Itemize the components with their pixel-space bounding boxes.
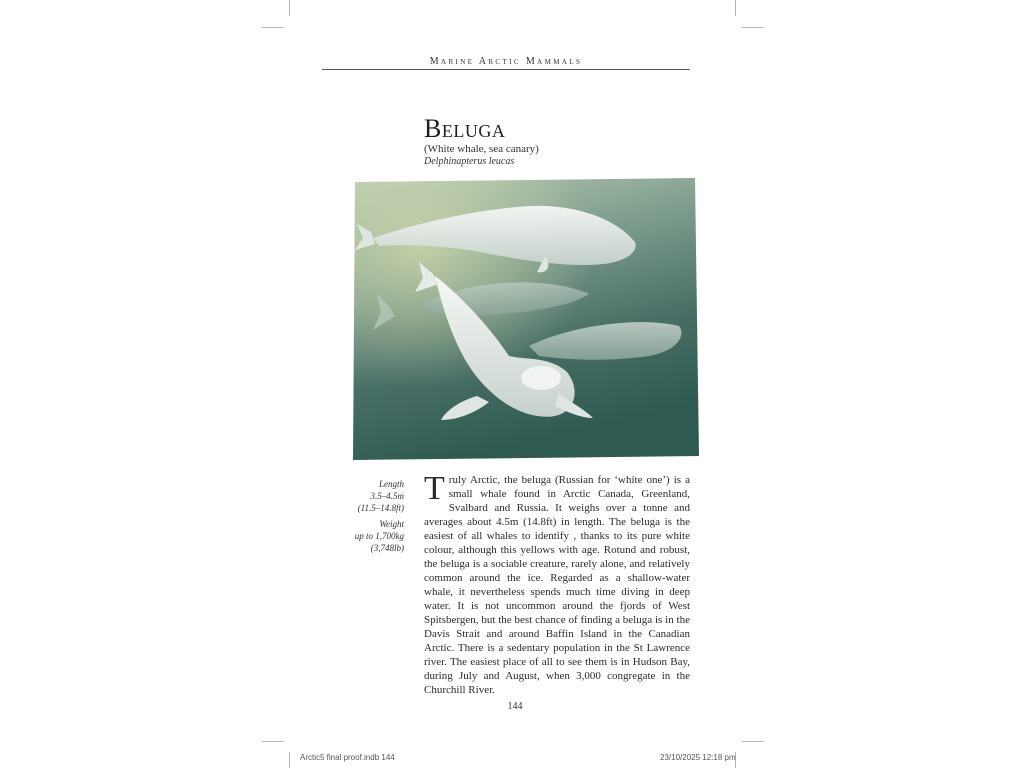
weight-imperial: (3,748lb): [370, 543, 404, 553]
running-head: Marine Arctic Mammals: [429, 56, 583, 67]
crop-mark: [742, 741, 764, 742]
species-stats: [324, 478, 404, 554]
length-imperial: (11.5–14.8ft): [357, 503, 404, 513]
crop-mark: [289, 0, 290, 16]
slug-file: Arctic5 final proof.indb 144: [300, 753, 395, 762]
species-latin-name: Delphinapterus leucas: [424, 156, 515, 167]
slug-timestamp: 23/10/2025 12:18 pm: [660, 753, 736, 762]
crop-mark: [262, 27, 284, 28]
species-title: Beluga: [424, 114, 506, 143]
crop-mark: [742, 27, 764, 28]
weight-metric: up to 1,700kg: [354, 531, 404, 541]
length-metric: 3.5–4.5m: [370, 491, 404, 501]
beluga-illustration: [349, 176, 701, 462]
species-alt-names: (White whale, sea canary): [424, 143, 539, 155]
crop-mark: [289, 752, 290, 768]
drop-cap: T: [424, 470, 445, 507]
running-head-rule: [322, 69, 690, 70]
length-label: Length: [378, 479, 404, 489]
body-paragraph: [424, 470, 690, 697]
crop-mark: [262, 741, 284, 742]
page-number: 144: [507, 701, 523, 712]
body-text: ruly Arctic, the beluga (Russian for ‘white one’) is a small whale found in Arctic Canada, Greenland, Svalbard and Russia. It weighs over a tonne and averages about 4.5m (14.8ft) in length. The beluga is the easiest of all whales to identify , thanks to its pure white colour, although this yellows with age. Rotund and robust, the beluga is a sociable creature, rarely alone, and relatively common around the ice. Regarded as a shallow-water whale, it nevertheless spends much time diving in deep water. It is not uncommon around the fjords of West Spitsbergen, but the best chance of finding a beluga is in the Davis Strait and around Baffin Island in the Canadian Arctic. There is a sedentary population in the St Lawrence river. The easiest place of all to see them is in Hudson Bay, during July and August, when 3,000 congregate in the Churchill River.: [424, 474, 690, 696]
weight-label: Weight: [379, 519, 404, 529]
crop-mark: [735, 0, 736, 16]
